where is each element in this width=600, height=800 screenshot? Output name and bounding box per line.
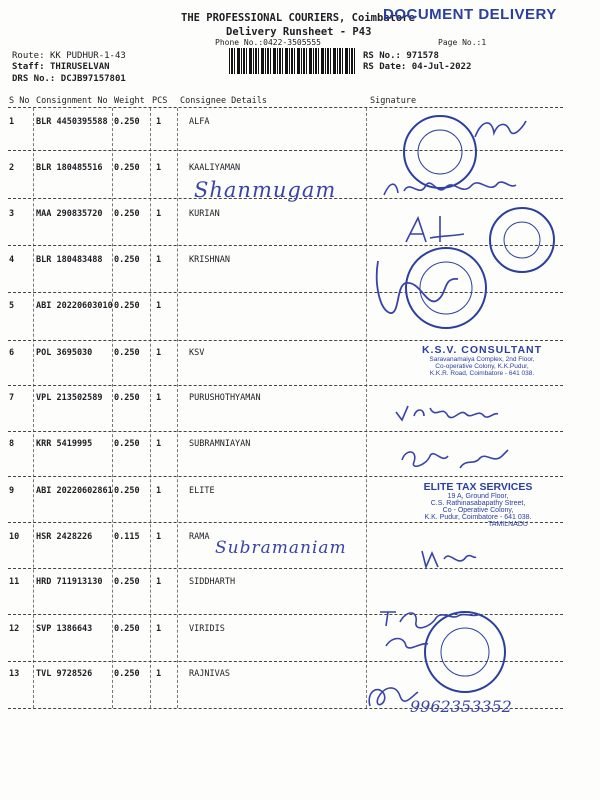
col-weight: Weight [114,96,145,106]
row-weight: 0.250 [114,348,140,358]
table-row [0,624,600,670]
row-rule [8,385,563,386]
company-title: THE PROFESSIONAL COURIERS, Coimbatore [181,12,415,24]
row-sno: 9 [9,486,15,496]
row-consignment: ABI 20220602861 [36,486,113,496]
signature-scribble-icon [418,545,478,571]
row-weight: 0.250 [114,486,140,496]
row-consignee: PURUSHOTHYAMAN [189,393,261,403]
round-finance-bank-seal-icon [482,205,562,275]
route-value: KK PUDHUR-1-43 [49,51,126,61]
row-sno: 5 [9,301,15,311]
col-consignment: Consignment No [36,96,108,106]
row-pcs: 1 [156,486,162,496]
col-consignee: Consignee Details [180,96,267,106]
row-rule [8,431,563,432]
row-pcs: 1 [156,209,162,219]
row-rule [8,340,563,341]
rs-date-label: RS Date: [363,62,407,72]
stamp-line: C.S. Rathinasabapathy Street, [430,500,526,507]
runsheet-title: Delivery Runsheet - P43 [226,26,372,38]
row-pcs: 1 [156,439,162,449]
stamp-title: ELITE TAX SERVICES [423,481,533,493]
row-consignee: ALFA [189,117,210,127]
row-consignee: SIDDHARTH [189,577,236,587]
row-consignee: ELITE [189,486,215,496]
signature-scribble-icon [396,442,516,476]
drs-label: DRS No.: [12,74,56,84]
row-sno: 4 [9,255,15,265]
row-sno: 13 [9,669,20,679]
row-pcs: 1 [156,117,162,127]
row-weight: 0.250 [114,669,140,679]
col-pcs: PCS [152,96,168,106]
row-rule [8,476,563,477]
row-weight: 0.115 [114,532,140,542]
stamp-title: K.S.V. CONSULTANT [421,344,543,356]
row-pcs: 1 [156,624,162,634]
ksv-consultant-stamp [392,344,572,377]
row-consignee: KRISHNAN [189,255,230,265]
rs-date-value: 04-Jul-2022 [411,62,472,72]
row-consignee: SUBRAMNIAYAN [189,439,251,449]
row-consignment: BLR 180483488 [36,255,103,265]
signature-scribble-icon [400,212,470,248]
row-weight: 0.250 [114,624,140,634]
row-consignee: KAALIYAMAN [189,163,241,173]
row-sno: 2 [9,163,15,173]
row-weight: 0.250 [114,117,140,127]
row-pcs: 1 [156,348,162,358]
stamp-line: Saravanamaiya Complex, 2nd Floor, [429,356,535,363]
row-weight: 0.250 [114,209,140,219]
stamp-line: Co - Operative Colony, [442,507,514,514]
staff-label: Staff: [12,62,45,72]
row-sno: 12 [9,624,20,634]
elite-tax-stamp [398,481,558,528]
drs-value: DCJB97157801 [60,74,126,84]
stamp-line: Co-operative Colony, K.K.Pudur, [435,363,529,370]
row-consignment: HRD 711913130 [36,577,103,587]
handwritten-name: Subramaniam [215,538,347,558]
row-consignment: MAA 290835720 [36,209,103,219]
row-consignee: RAJNIVAS [189,669,230,679]
col-signature: Signature [370,96,417,106]
phone-number: Phone No.:0422-3505555 [215,38,321,47]
signature-scribble-icon [370,255,470,320]
row-sno: 1 [9,117,15,127]
row-consignee: KURIAN [189,209,220,219]
signature-scribble-icon [380,175,520,203]
row-pcs: 1 [156,301,162,311]
route-line [12,51,126,61]
rs-no-value: 971578 [406,51,439,61]
header-rule [8,107,563,108]
row-consignment: HSR 2428226 [36,532,93,542]
staff-value: THIRUSELVAN [49,62,110,72]
col-sno: S No [9,96,30,106]
row-weight: 0.250 [114,393,140,403]
row-sno: 10 [9,532,20,542]
row-sno: 3 [9,209,15,219]
row-consignment: SVP 1386643 [36,624,93,634]
row-consignee: RAMA [189,532,210,542]
row-consignment: TVL 9728526 [36,669,93,679]
row-weight: 0.250 [114,255,140,265]
row-consignment: ABI 20220603010 [36,301,113,311]
signature-scribble-icon [392,400,502,424]
row-weight: 0.250 [114,577,140,587]
row-pcs: 1 [156,577,162,587]
row-sno: 8 [9,439,15,449]
handwritten-phone: 9962353352 [410,697,512,716]
row-consignment: POL 3695030 [36,348,93,358]
row-consignment: KRR 5419995 [36,439,93,449]
stamp-line: TAMILNADU [488,521,528,528]
rs-date-line [363,62,471,72]
table-row [0,393,600,439]
stamp-line: K.K. Pudur, Coimbatore - 641 038. [424,514,532,521]
row-sno: 6 [9,348,15,358]
drs-line [12,74,126,84]
row-pcs: 1 [156,669,162,679]
document-delivery-stamp: DOCUMENT DELIVERY [383,6,557,23]
row-pcs: 1 [156,163,162,173]
barcode [229,48,355,74]
signature-scribble-icon [470,115,530,145]
row-pcs: 1 [156,255,162,265]
row-consignee: VIRIDIS [189,624,225,634]
rs-no-label: RS No.: [363,51,401,61]
stamp-line: 19 A, Ground Floor, [447,493,509,500]
row-consignment: VPL 213502589 [36,393,103,403]
stamp-line: K.K.R. Road, Coimbatore - 641 038. [429,370,535,377]
rs-no-line [363,51,439,61]
row-pcs: 1 [156,532,162,542]
row-consignee: KSV [189,348,205,358]
table-row [0,577,600,623]
row-consignment: BLR 180485516 [36,163,103,173]
row-sno: 7 [9,393,15,403]
row-weight: 0.250 [114,163,140,173]
row-sno: 11 [9,577,20,587]
row-pcs: 1 [156,393,162,403]
staff-line [12,62,110,72]
row-rule [8,568,563,569]
route-label: Route: [12,51,45,61]
row-weight: 0.250 [114,301,140,311]
signature-scribble-icon [376,602,486,652]
row-consignment: BLR 4450395588 [36,117,108,127]
handwritten-name: Shanmugam [194,178,337,202]
row-weight: 0.250 [114,439,140,449]
page-number: Page No.:1 [438,38,487,47]
